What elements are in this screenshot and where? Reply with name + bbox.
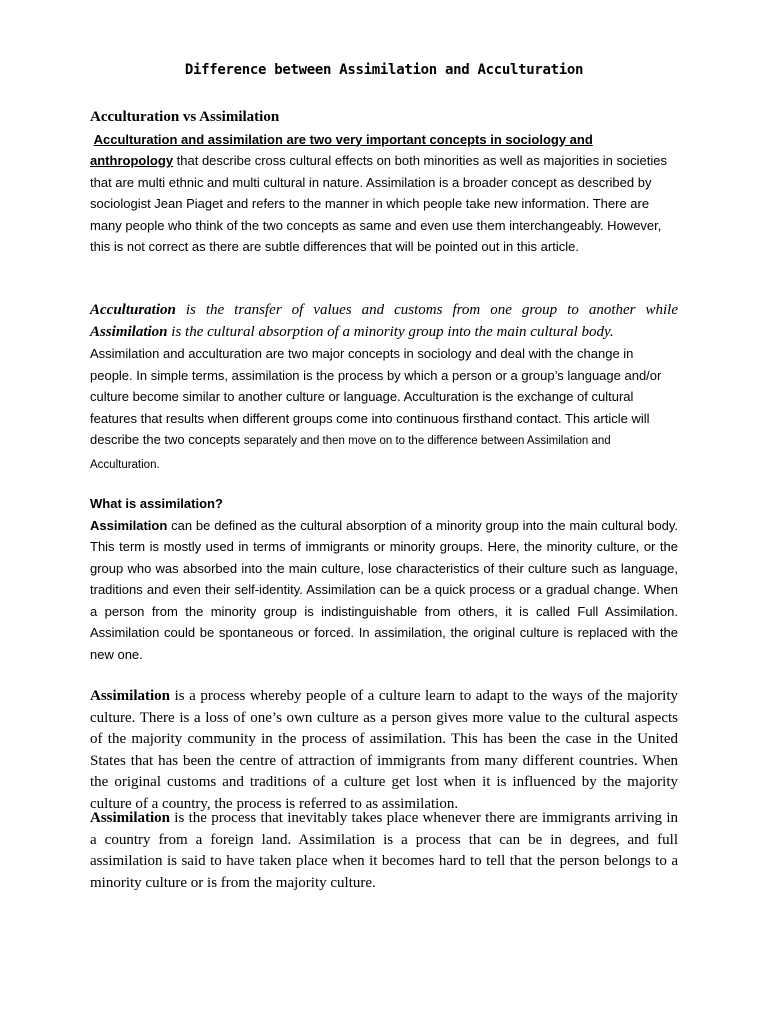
section-heading: What is assimilation? [90, 496, 223, 511]
term-assimilation: Assimilation [90, 810, 171, 826]
definition-paragraph [90, 300, 678, 343]
definition-term-acculturation: Acculturation [90, 302, 176, 318]
process-paragraph-2 [90, 808, 678, 894]
overview-paragraph [90, 343, 678, 476]
section-heading: Acculturation vs Assimilation [90, 109, 280, 125]
term-assimilation: Assimilation [90, 688, 171, 704]
section-what-is-assimilation [90, 493, 678, 665]
overview-text: Assimilation and acculturation are two major concepts in sociology and deal with the change in people. In simple terms, assimilation is the process by which a person or a group’s language and/or culture become similar to another culture or language. Acculturation is the exchange of cultural features that results when different groups come into continuous firsthand contact. This article will describe the two concepts [90, 346, 662, 447]
what-is-paragraph [90, 515, 678, 666]
process-text-1: is a process whereby people of a culture learn to adapt to the ways of the majority culture. There is a loss of one’s own culture as a person gives more value to the cultural aspects of the majority community in the process of assimilation. This has been the case in the United States that has been the centre of attraction of immigrants from many different countries. When the original customs and traditions of a culture get lost when it is influenced by the majority culture of a country, the process is referred to as assimilation. [90, 688, 678, 812]
what-is-text: can be defined as the cultural absorption of a minority group into the main cultural body. This term is mostly used in terms of immigrants or minority groups. Here, the minority culture, or the group who was absorbed into the main culture, lose characteristics of their culture such as language, traditions and even their self-identity. Assimilation can be a quick process or a gradual change. When a person from the minority group is indistinguishable from others, it is called Full Assimilation. Assimilation could be spontaneous or forced. In assimilation, the original culture is replaced with the new one. [90, 517, 678, 662]
intro-underlined-text: Acculturation and assimilation are two very important concepts in sociology and anthropology [90, 131, 593, 168]
process-text-2: is the process that inevitably takes place whenever there are immigrants arriving in a country from a foreign land. Assimilation is a process that can be in degrees, and full assimilation is said to have taken place when it becomes hard to tell that the person belongs to a minority culture or is from the majority culture. [90, 810, 678, 891]
overview-text-small: separately and then move on to the difference between Assimilation and Acculturation. [90, 435, 611, 471]
document-title: Difference between Assimilation and Acculturation [184, 62, 584, 78]
definition-term-assimilation: Assimilation [90, 323, 168, 340]
process-paragraph-1 [90, 686, 678, 815]
term-assimilation: Assimilation [90, 517, 168, 533]
definition-text-2: is the cultural absorption of a minority group into the main cultural body. [167, 323, 614, 340]
intro-text: that describe cross cultural effects on both minorities as well as majorities in societies that are multi ethnic and multi cultural in nature. Assimilation is a broader concept as described by sociologist Jean Piaget and refers to the manner in which people take new information. There are many people who think of the two concepts as same and even use them interchangeably. However, this is not correct as there are subtle differences that will be pointed out in this article. [90, 153, 668, 254]
section-acculturation-vs-assimilation [90, 107, 678, 258]
definition-text-1: is the transfer of values and customs from one group to another while [175, 302, 678, 318]
intro-paragraph [90, 129, 678, 258]
